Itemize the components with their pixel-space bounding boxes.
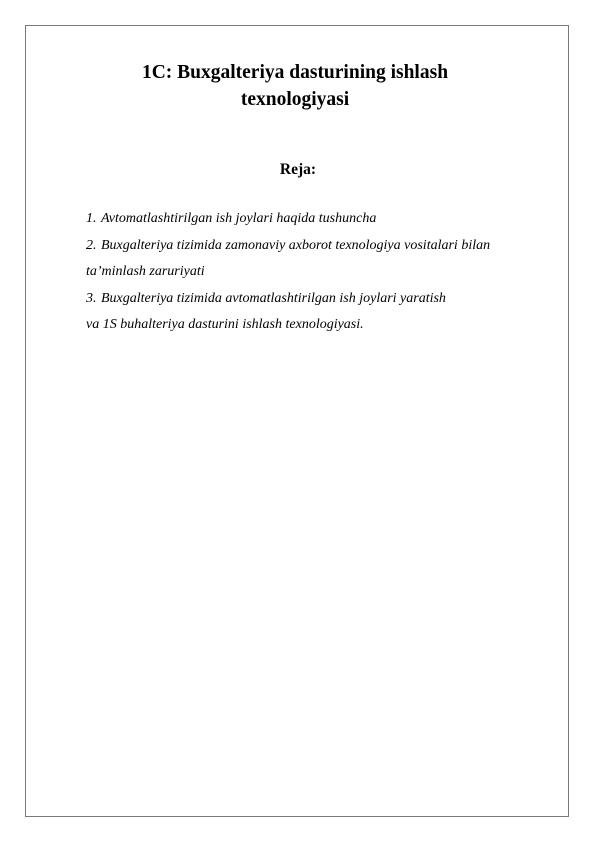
document-title-line-1: 1C: Buxgalteriya dasturining ishlash (141, 62, 449, 83)
plan-item-1-number: 1. (86, 211, 97, 226)
plan-item-2-text: Buxgalteriya tizimida zamonaviy axborot texnologiya vositalari bilan (101, 237, 491, 253)
plan-item-1-text: Avtomatlashtirilgan ish joylari haqida tushuncha (101, 211, 377, 226)
plan-item-2 (86, 233, 556, 260)
plan-item-3-number: 3. (86, 290, 97, 306)
plan-item-3-text: Buxgalteriya tizimida avtomatlashtirilgan ish joylari yaratish (101, 290, 446, 306)
plan-item-1 (86, 206, 556, 233)
plan-item-3 (86, 286, 556, 313)
page-border-frame (25, 25, 569, 817)
plan-list (86, 206, 556, 339)
document-title (60, 59, 530, 113)
plan-item-2-number: 2. (86, 237, 97, 253)
plan-heading: Reja: (279, 161, 317, 178)
plan-item-2-continuation: ta’minlash zaruriyati (86, 264, 205, 279)
document-title-line-2: texnologiyasi (240, 89, 350, 110)
plan-item-3-continuation: va 1S buhalteriya dasturini ishlash texnologiyasi. (86, 317, 364, 332)
